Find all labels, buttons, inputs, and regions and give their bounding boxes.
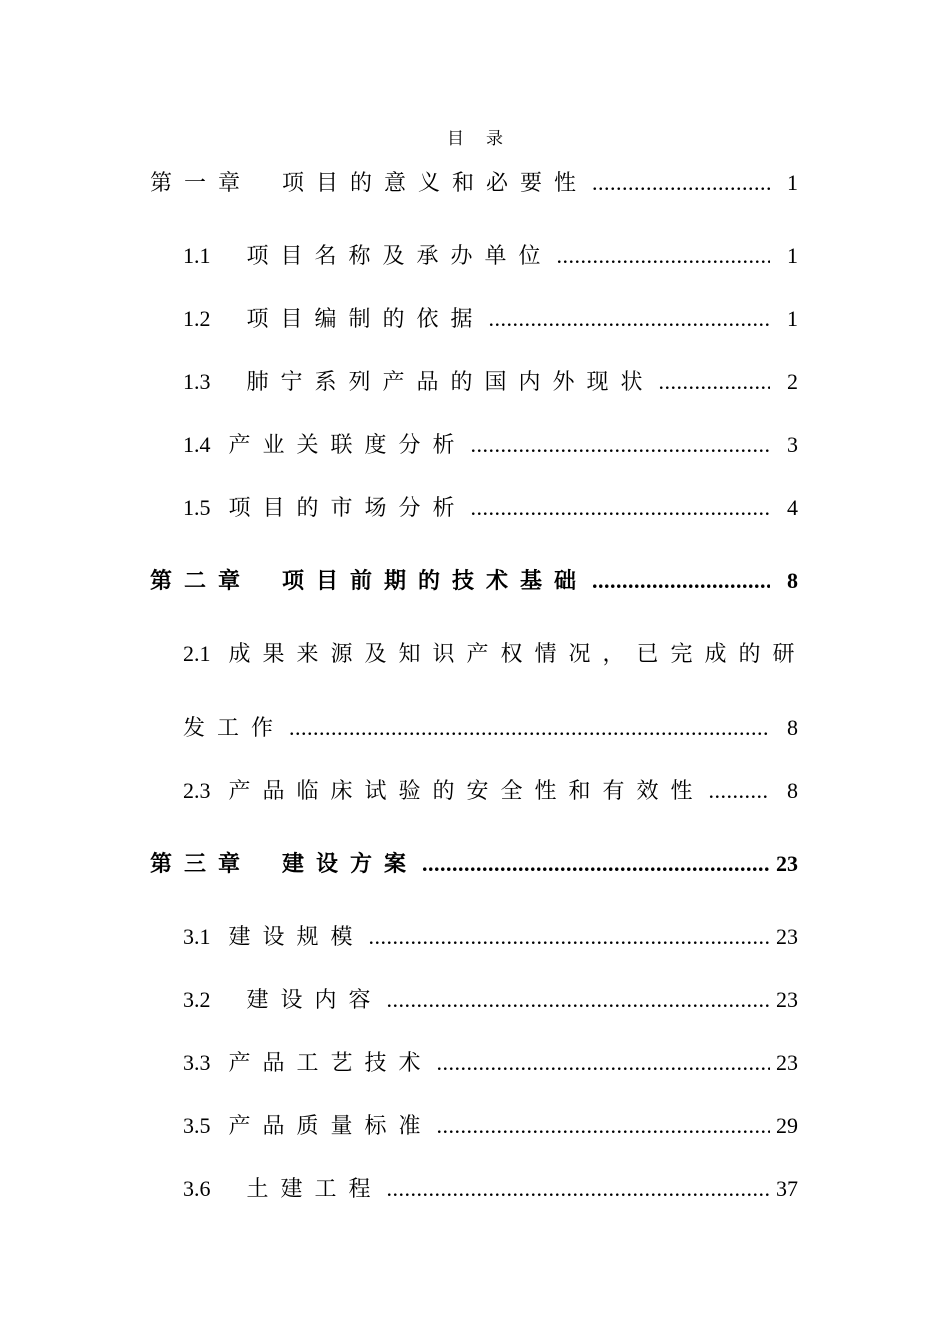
toc-entry-page: 29 bbox=[776, 1113, 798, 1138]
toc-entry-number: 3.2 bbox=[183, 987, 211, 1012]
toc-entry-title: 土建工程 bbox=[246, 1176, 383, 1201]
toc-leader-dots bbox=[592, 168, 770, 198]
toc-entry-1-5[interactable] bbox=[183, 493, 798, 523]
toc-entry-page: 23 bbox=[776, 1050, 798, 1075]
toc-leader-dots bbox=[437, 1111, 770, 1141]
toc-leader-dots bbox=[471, 430, 770, 460]
toc-entry-title: 产品质量标准 bbox=[228, 1113, 433, 1138]
toc-entry-page: 1 bbox=[787, 170, 798, 195]
toc-entry-2-3[interactable] bbox=[183, 776, 798, 806]
toc-entry-page: 2 bbox=[787, 369, 798, 394]
toc-entry-title: 产业关联度分析 bbox=[228, 432, 467, 457]
toc-entry-title: 成果来源及知识产权情况，已完成的研 bbox=[228, 641, 807, 666]
toc-leader-dots bbox=[369, 922, 770, 952]
toc-entry-title: 建设内容 bbox=[246, 987, 383, 1012]
toc-entry-number: 3.6 bbox=[183, 1176, 211, 1201]
toc-entry-number: 1.2 bbox=[183, 306, 211, 331]
toc-entry-page: 8 bbox=[787, 568, 798, 593]
toc-entry-1-2[interactable] bbox=[183, 304, 798, 334]
toc-entry-title: 肺宁系列产品的国内外现状 bbox=[246, 369, 655, 394]
toc-entry-3-2[interactable] bbox=[183, 985, 798, 1015]
toc-entry-title: 项目名称及承办单位 bbox=[246, 243, 553, 268]
toc-leader-dots bbox=[289, 713, 770, 743]
toc-entry-page: 1 bbox=[787, 243, 798, 268]
toc-entry-2-1[interactable] bbox=[183, 639, 807, 669]
toc-entry-number: 1.1 bbox=[183, 243, 211, 268]
toc-entry-chapter-3[interactable] bbox=[150, 849, 798, 879]
toc-entry-3-6[interactable] bbox=[183, 1174, 798, 1204]
toc-entry-3-1[interactable] bbox=[183, 922, 798, 952]
toc-leader-dots bbox=[709, 776, 770, 806]
toc-leader-dots bbox=[489, 304, 770, 334]
toc-entry-number: 2.1 bbox=[183, 641, 211, 666]
toc-entry-title-continued: 发工作 bbox=[183, 715, 286, 740]
toc-entry-page: 3 bbox=[787, 432, 798, 457]
toc-entry-number: 第一章 bbox=[150, 170, 253, 195]
toc-entry-title: 产品工艺技术 bbox=[228, 1050, 433, 1075]
toc-leader-dots bbox=[437, 1048, 770, 1078]
toc-leader-dots bbox=[387, 1174, 770, 1204]
toc-entry-title: 项目的市场分析 bbox=[228, 495, 467, 520]
toc-entry-page: 37 bbox=[776, 1176, 798, 1201]
toc-entry-chapter-1[interactable] bbox=[150, 168, 798, 198]
toc-entry-3-5[interactable] bbox=[183, 1111, 798, 1141]
toc-entry-number: 1.4 bbox=[183, 432, 211, 457]
toc-entry-1-3[interactable] bbox=[183, 367, 798, 397]
toc-entry-page: 23 bbox=[776, 924, 798, 949]
toc-heading: 目录 bbox=[447, 129, 525, 148]
toc-entry-number: 第三章 bbox=[150, 851, 253, 876]
toc-entry-number: 3.3 bbox=[183, 1050, 211, 1075]
toc-entry-number: 1.5 bbox=[183, 495, 211, 520]
toc-leader-dots bbox=[387, 985, 770, 1015]
toc-entry-number: 第二章 bbox=[150, 568, 253, 593]
toc-leader-dots bbox=[422, 849, 770, 879]
toc-entry-title: 建设规模 bbox=[228, 924, 365, 949]
toc-entry-1-1[interactable] bbox=[183, 241, 798, 271]
toc-entry-2-1-continued[interactable] bbox=[183, 713, 798, 743]
toc-entry-3-3[interactable] bbox=[183, 1048, 798, 1078]
toc-leader-dots bbox=[557, 241, 770, 271]
toc-leader-dots bbox=[471, 493, 770, 523]
toc-entry-page: 1 bbox=[787, 306, 798, 331]
toc-entry-title: 项目的意义和必要性 bbox=[282, 170, 589, 195]
toc-entry-number: 1.3 bbox=[183, 369, 211, 394]
toc-entry-title: 建设方案 bbox=[282, 851, 419, 876]
toc-entry-number: 3.1 bbox=[183, 924, 211, 949]
toc-entry-page: 23 bbox=[776, 987, 798, 1012]
toc-entry-title: 产品临床试验的安全性和有效性 bbox=[228, 778, 705, 803]
toc-leader-dots bbox=[659, 367, 770, 397]
toc-entry-page: 8 bbox=[787, 715, 798, 740]
toc-entry-page: 8 bbox=[787, 778, 798, 803]
toc-entry-title: 项目前期的技术基础 bbox=[282, 568, 589, 593]
toc-entry-number: 3.5 bbox=[183, 1113, 211, 1138]
toc-entry-title: 项目编制的依据 bbox=[246, 306, 485, 331]
toc-leader-dots bbox=[592, 566, 770, 596]
toc-entry-1-4[interactable] bbox=[183, 430, 798, 460]
toc-entry-chapter-2[interactable] bbox=[150, 566, 798, 596]
toc-entry-page: 23 bbox=[776, 851, 798, 876]
toc-entry-number: 2.3 bbox=[183, 778, 211, 803]
toc-entry-page: 4 bbox=[787, 495, 798, 520]
